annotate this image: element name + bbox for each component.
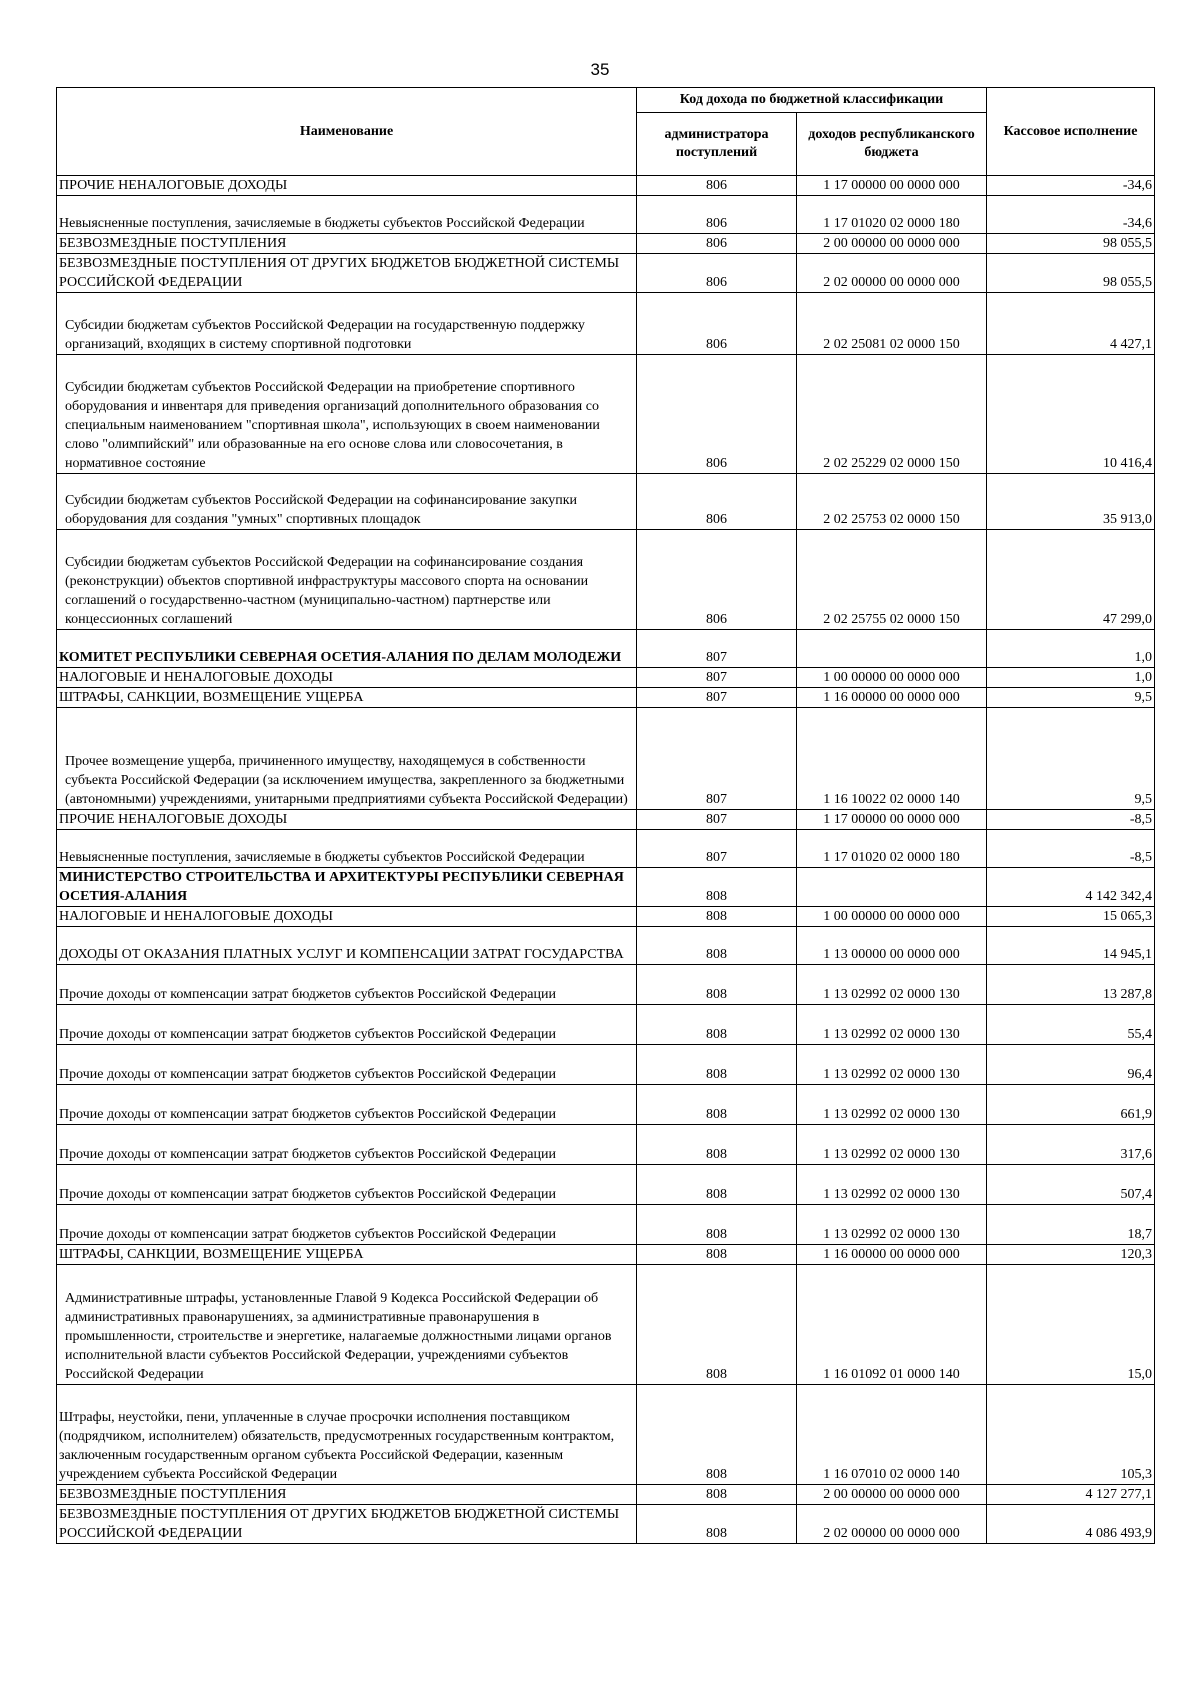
table-row [57,234,1155,254]
row-admin-code: 806 [637,196,797,234]
row-income-code: 1 17 01020 02 0000 180 [797,830,987,868]
row-admin-code: 807 [637,630,797,668]
row-name: Невыясненные поступления, зачисляемые в бюджеты субъектов Российской Федерации [57,196,637,234]
row-name: ШТРАФЫ, САНКЦИИ, ВОЗМЕЩЕНИЕ УЩЕРБА [57,688,637,708]
row-name: Невыясненные поступления, зачисляемые в бюджеты субъектов Российской Федерации [57,830,637,868]
row-name: БЕЗВОЗМЕЗДНЫЕ ПОСТУПЛЕНИЯ [57,1485,637,1505]
row-cash-amount: 15 065,3 [987,907,1155,927]
row-cash-amount: 1,0 [987,630,1155,668]
row-admin-code: 808 [637,965,797,1005]
header-name: Наименование [57,88,637,176]
row-admin-code: 807 [637,668,797,688]
row-cash-amount: 96,4 [987,1045,1155,1085]
table-row [57,907,1155,927]
row-income-code: 2 02 25753 02 0000 150 [797,474,987,530]
row-cash-amount: 18,7 [987,1205,1155,1245]
row-name: Субсидии бюджетам субъектов Российской Федерации на софинансирование закупки оборудования для создания "умных" спортивных площадок [57,474,637,530]
row-admin-code: 807 [637,708,797,810]
row-admin-code: 806 [637,474,797,530]
row-name: Прочие доходы от компенсации затрат бюджетов субъектов Российской Федерации [57,1205,637,1245]
row-cash-amount: 120,3 [987,1245,1155,1265]
row-name: Прочие доходы от компенсации затрат бюджетов субъектов Российской Федерации [57,1085,637,1125]
row-admin-code: 808 [637,1245,797,1265]
row-cash-amount: 9,5 [987,708,1155,810]
budget-table [56,87,1155,1544]
row-name: Прочие доходы от компенсации затрат бюджетов субъектов Российской Федерации [57,1005,637,1045]
row-admin-code: 808 [637,1485,797,1505]
row-name: ДОХОДЫ ОТ ОКАЗАНИЯ ПЛАТНЫХ УСЛУГ И КОМПЕНСАЦИИ ЗАТРАТ ГОСУДАРСТВА [57,927,637,965]
row-name: ПРОЧИЕ НЕНАЛОГОВЫЕ ДОХОДЫ [57,176,637,196]
row-income-code: 1 13 02992 02 0000 130 [797,1125,987,1165]
row-income-code: 2 02 25229 02 0000 150 [797,355,987,474]
header-cash: Кассовое исполнение [987,88,1155,176]
row-name: МИНИСТЕРСТВО СТРОИТЕЛЬСТВА И АРХИТЕКТУРЫ РЕСПУБЛИКИ СЕВЕРНАЯ ОСЕТИЯ-АЛАНИЯ [57,868,637,907]
row-name: Прочие доходы от компенсации затрат бюджетов субъектов Российской Федерации [57,1045,637,1085]
row-name: Прочие доходы от компенсации затрат бюджетов субъектов Российской Федерации [57,1165,637,1205]
header-income: доходов республиканского бюджета [797,113,987,176]
row-income-code: 1 13 00000 00 0000 000 [797,927,987,965]
row-cash-amount: 1,0 [987,668,1155,688]
row-admin-code: 806 [637,293,797,355]
table-row [57,1505,1155,1544]
row-admin-code: 808 [637,1125,797,1165]
row-admin-code: 808 [637,1505,797,1544]
table-row [57,965,1155,1005]
row-income-code: 1 00 00000 00 0000 000 [797,668,987,688]
row-cash-amount: 4 427,1 [987,293,1155,355]
row-cash-amount: 15,0 [987,1265,1155,1385]
row-admin-code: 806 [637,254,797,293]
row-name: Прочие доходы от компенсации затрат бюджетов субъектов Российской Федерации [57,965,637,1005]
row-admin-code: 808 [637,927,797,965]
table-row [57,254,1155,293]
row-cash-amount: 13 287,8 [987,965,1155,1005]
row-admin-code: 808 [637,1045,797,1085]
row-admin-code: 807 [637,810,797,830]
table-row [57,927,1155,965]
table-row [57,810,1155,830]
row-name: БЕЗВОЗМЕЗДНЫЕ ПОСТУПЛЕНИЯ ОТ ДРУГИХ БЮДЖЕТОВ БЮДЖЕТНОЙ СИСТЕМЫ РОССИЙСКОЙ ФЕДЕРАЦИИ [57,254,637,293]
row-admin-code: 808 [637,868,797,907]
row-admin-code: 808 [637,1265,797,1385]
row-name: Административные штрафы, установленные Главой 9 Кодекса Российской Федерации об административных правонарушениях, за административные правонарушения в промышленности, строительстве и энергетике, налагаемые должностными лицами органов исполнительной власти субъектов Российской Федерации, учреждениями субъектов Российской Федерации [57,1265,637,1385]
row-income-code: 1 17 00000 00 0000 000 [797,810,987,830]
row-cash-amount: 9,5 [987,688,1155,708]
row-cash-amount: 507,4 [987,1165,1155,1205]
table-row [57,1125,1155,1165]
table-row [57,1385,1155,1485]
row-income-code: 1 13 02992 02 0000 130 [797,1205,987,1245]
table-row [57,830,1155,868]
row-admin-code: 806 [637,176,797,196]
table-header [57,88,1155,176]
row-cash-amount: -34,6 [987,176,1155,196]
row-income-code: 1 16 10022 02 0000 140 [797,708,987,810]
table-row [57,1005,1155,1045]
table-row [57,355,1155,474]
table-row [57,1165,1155,1205]
row-cash-amount: 98 055,5 [987,254,1155,293]
table-row [57,1045,1155,1085]
table-row [57,630,1155,668]
row-admin-code: 806 [637,234,797,254]
table-row [57,708,1155,810]
header-admin: администратора поступлений [637,113,797,176]
row-income-code: 2 00 00000 00 0000 000 [797,234,987,254]
row-name: КОМИТЕТ РЕСПУБЛИКИ СЕВЕРНАЯ ОСЕТИЯ-АЛАНИЯ ПО ДЕЛАМ МОЛОДЕЖИ [57,630,637,668]
row-name: Субсидии бюджетам субъектов Российской Федерации на государственную поддержку организаций, входящих в систему спортивной подготовки [57,293,637,355]
row-income-code: 2 02 00000 00 0000 000 [797,1505,987,1544]
page-number: 35 [590,60,610,79]
row-name: ПРОЧИЕ НЕНАЛОГОВЫЕ ДОХОДЫ [57,810,637,830]
row-income-code: 2 00 00000 00 0000 000 [797,1485,987,1505]
row-admin-code: 806 [637,355,797,474]
table-body [57,176,1155,1544]
row-cash-amount: 47 299,0 [987,530,1155,630]
row-income-code: 1 17 00000 00 0000 000 [797,176,987,196]
table-row [57,176,1155,196]
table-row [57,1205,1155,1245]
row-cash-amount: 105,3 [987,1385,1155,1485]
row-name: БЕЗВОЗМЕЗДНЫЕ ПОСТУПЛЕНИЯ ОТ ДРУГИХ БЮДЖЕТОВ БЮДЖЕТНОЙ СИСТЕМЫ РОССИЙСКОЙ ФЕДЕРАЦИИ [57,1505,637,1544]
row-cash-amount: 4 142 342,4 [987,868,1155,907]
row-name: БЕЗВОЗМЕЗДНЫЕ ПОСТУПЛЕНИЯ [57,234,637,254]
row-income-code [797,630,987,668]
row-admin-code: 808 [637,1385,797,1485]
row-admin-code: 808 [637,907,797,927]
row-admin-code: 808 [637,1085,797,1125]
row-income-code: 1 16 01092 01 0000 140 [797,1265,987,1385]
row-name: ШТРАФЫ, САНКЦИИ, ВОЗМЕЩЕНИЕ УЩЕРБА [57,1245,637,1265]
row-name: Прочие доходы от компенсации затрат бюджетов субъектов Российской Федерации [57,1125,637,1165]
row-admin-code: 808 [637,1205,797,1245]
row-income-code: 2 02 25755 02 0000 150 [797,530,987,630]
row-income-code: 1 00 00000 00 0000 000 [797,907,987,927]
row-name: Субсидии бюджетам субъектов Российской Федерации на софинансирование создания (реконструкции) объектов спортивной инфраструктуры массового спорта на основании соглашений о государственно-частном (муниципально-частном) партнерстве или концессионных соглашений [57,530,637,630]
row-cash-amount: 10 416,4 [987,355,1155,474]
row-name: Субсидии бюджетам субъектов Российской Федерации на приобретение спортивного оборудования и инвентаря для приведения организаций дополнительного образования со специальным наименованием "спортивная школа", использующих в своем наименовании слово "олимпийский" или образованные на его основе слова или словосочетания, в нормативное состояние [57,355,637,474]
row-cash-amount: 4 086 493,9 [987,1505,1155,1544]
row-cash-amount: 317,6 [987,1125,1155,1165]
row-admin-code: 808 [637,1005,797,1045]
header-code-group: Код дохода по бюджетной классификации [637,88,987,113]
row-income-code: 1 17 01020 02 0000 180 [797,196,987,234]
row-cash-amount: -34,6 [987,196,1155,234]
table-row [57,688,1155,708]
table-row [57,868,1155,907]
row-income-code: 1 13 02992 02 0000 130 [797,1005,987,1045]
row-income-code: 1 16 07010 02 0000 140 [797,1385,987,1485]
row-income-code [797,868,987,907]
row-income-code: 2 02 00000 00 0000 000 [797,254,987,293]
row-income-code: 1 16 00000 00 0000 000 [797,1245,987,1265]
row-cash-amount: -8,5 [987,810,1155,830]
row-income-code: 1 16 00000 00 0000 000 [797,688,987,708]
table-row [57,530,1155,630]
row-name: НАЛОГОВЫЕ И НЕНАЛОГОВЫЕ ДОХОДЫ [57,907,637,927]
table-row [57,293,1155,355]
row-name: Прочее возмещение ущерба, причиненного имуществу, находящемуся в собственности субъекта Российской Федерации (за исключением имущества, закрепленного за бюджетными (автономными) учреждениями, унитарными предприятиями субъекта Российской Федерации) [57,708,637,810]
row-cash-amount: 55,4 [987,1005,1155,1045]
row-cash-amount: 98 055,5 [987,234,1155,254]
row-admin-code: 806 [637,530,797,630]
row-name: Штрафы, неустойки, пени, уплаченные в случае просрочки исполнения поставщиком (подрядчиком, исполнителем) обязательств, предусмотренных государственным контрактом, заключенным государственным органом субъекта Российской Федерации, казенным учреждением субъекта Российской Федерации [57,1385,637,1485]
row-income-code: 1 13 02992 02 0000 130 [797,965,987,1005]
row-admin-code: 807 [637,688,797,708]
row-cash-amount: 661,9 [987,1085,1155,1125]
row-income-code: 2 02 25081 02 0000 150 [797,293,987,355]
table-row [57,1085,1155,1125]
table-row [57,1245,1155,1265]
row-cash-amount: -8,5 [987,830,1155,868]
row-admin-code: 808 [637,1165,797,1205]
row-income-code: 1 13 02992 02 0000 130 [797,1085,987,1125]
table-row [57,196,1155,234]
table-row [57,1265,1155,1385]
row-income-code: 1 13 02992 02 0000 130 [797,1045,987,1085]
row-cash-amount: 35 913,0 [987,474,1155,530]
row-admin-code: 807 [637,830,797,868]
table-row [57,474,1155,530]
table-row [57,668,1155,688]
row-cash-amount: 4 127 277,1 [987,1485,1155,1505]
table-row [57,1485,1155,1505]
row-income-code: 1 13 02992 02 0000 130 [797,1165,987,1205]
row-cash-amount: 14 945,1 [987,927,1155,965]
row-name: НАЛОГОВЫЕ И НЕНАЛОГОВЫЕ ДОХОДЫ [57,668,637,688]
